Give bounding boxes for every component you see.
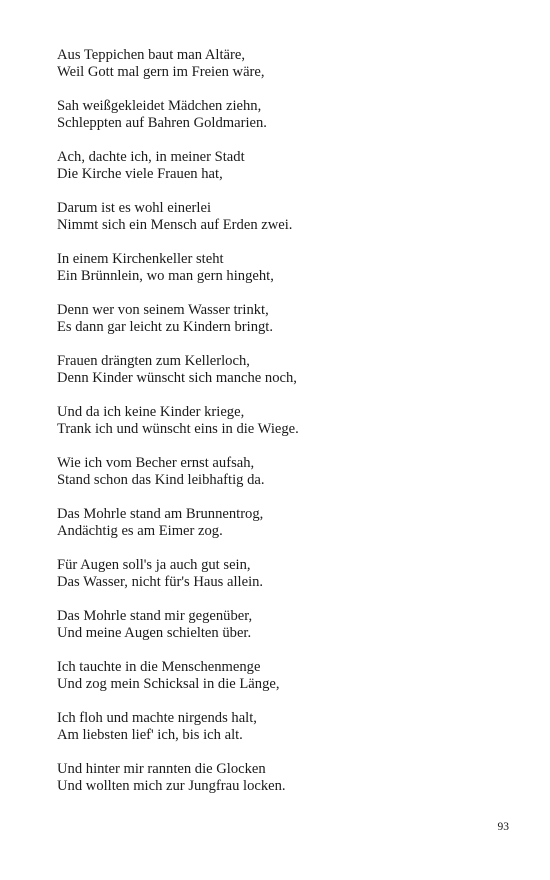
poem-line: Ich tauchte in die Menschenmenge: [57, 659, 261, 675]
page-number: 93: [497, 821, 509, 833]
stanza: [57, 251, 517, 285]
poem-line: Und hinter mir rannten die Glocken: [57, 761, 266, 777]
poem-line: Frauen drängten zum Kellerloch,: [57, 353, 250, 369]
poem-line: Sah weißgekleidet Mädchen ziehn,: [57, 98, 262, 114]
poem-line: Stand schon das Kind leibhaftig da.: [57, 472, 265, 488]
poem-line: Nimmt sich ein Mensch auf Erden zwei.: [57, 217, 293, 233]
stanza: [57, 200, 517, 234]
poem-line: Für Augen soll's ja auch gut sein,: [57, 557, 251, 573]
poem-line: Die Kirche viele Frauen hat,: [57, 166, 223, 182]
stanza: [57, 404, 517, 438]
poem-line: Ein Brünnlein, wo man gern hingeht,: [57, 268, 274, 284]
poem-line: Denn Kinder wünscht sich manche noch,: [57, 370, 297, 386]
stanza: [57, 455, 517, 489]
stanza: [57, 608, 517, 642]
stanza: [57, 98, 517, 132]
poem-line: Ach, dachte ich, in meiner Stadt: [57, 149, 245, 165]
poem-line: Wie ich vom Becher ernst aufsah,: [57, 455, 255, 471]
poem-line: Denn wer von seinem Wasser trinkt,: [57, 302, 269, 318]
poem-line: Das Mohrle stand mir gegenüber,: [57, 608, 253, 624]
poem-line: Ich floh und machte nirgends halt,: [57, 710, 257, 726]
poem-line: Am liebsten lief' ich, bis ich alt.: [57, 727, 243, 743]
poem-line: Das Wasser, nicht für's Haus allein.: [57, 574, 264, 590]
poem-line: Andächtig es am Eimer zog.: [57, 523, 223, 539]
stanza: [57, 149, 517, 183]
stanza: [57, 302, 517, 336]
poem-line: Es dann gar leicht zu Kindern bringt.: [57, 319, 274, 335]
poem-line: Und meine Augen schielten über.: [57, 625, 252, 641]
stanza: [57, 506, 517, 540]
stanza: [57, 710, 517, 744]
stanza: [57, 557, 517, 591]
poem-line: Das Mohrle stand am Brunnentrog,: [57, 506, 264, 522]
poem-line: Und zog mein Schicksal in die Länge,: [57, 676, 280, 692]
stanza: [57, 659, 517, 693]
poem-line: In einem Kirchenkeller steht: [57, 251, 224, 267]
poem-line: Aus Teppichen baut man Altäre,: [57, 47, 245, 63]
poem: [57, 47, 517, 812]
poem-line: Trank ich und wünscht eins in die Wiege.: [57, 421, 299, 437]
poem-line: Weil Gott mal gern im Freien wäre,: [57, 64, 265, 80]
poem-line: Darum ist es wohl einerlei: [57, 200, 212, 216]
poem-line: Und da ich keine Kinder kriege,: [57, 404, 245, 420]
stanza: [57, 761, 517, 795]
poem-line: Und wollten mich zur Jungfrau locken.: [57, 778, 286, 794]
stanza: [57, 47, 517, 81]
stanza: [57, 353, 517, 387]
poem-line: Schleppten auf Bahren Goldmarien.: [57, 115, 267, 131]
